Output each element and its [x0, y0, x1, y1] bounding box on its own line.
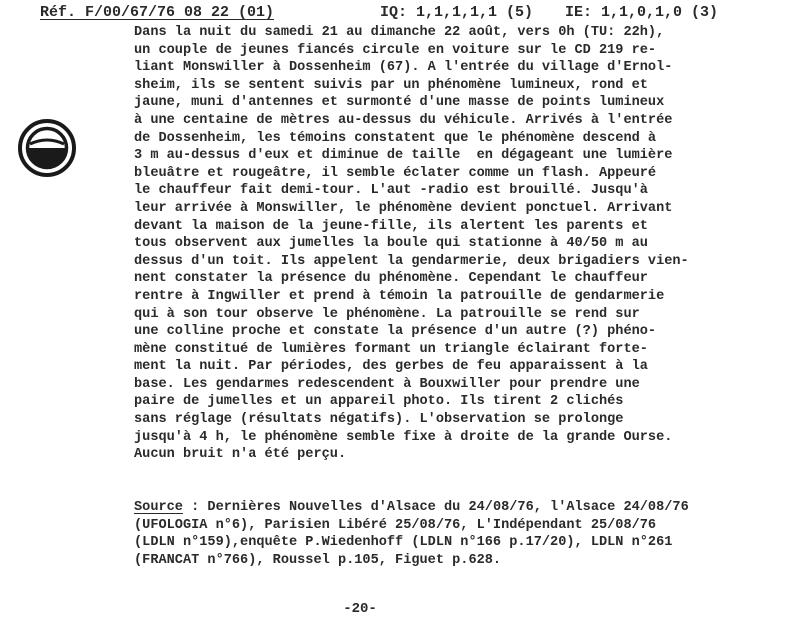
narrative-line: sheim, ils se sentent suivis par un phénomène lumineux, rond et — [134, 77, 648, 93]
source-line — [134, 499, 784, 517]
observation-narrative — [134, 24, 784, 464]
sources-section — [134, 499, 784, 569]
narrative-line: qui à son tour observe le phénomène. La patrouille se rend sur — [134, 306, 640, 322]
narrative-line: base. Les gendarmes redescendent à Bouxwiller pour prendre une — [134, 376, 640, 392]
source-label: Source — [134, 500, 183, 515]
narrative-line: liant Monswiller à Dossenheim (67). A l'entrée du village d'Ernol- — [134, 60, 673, 76]
narrative-line: Aucun bruit n'a été perçu. — [134, 447, 347, 463]
reference-code: Réf. F/00/67/76 08 22 (01) — [40, 4, 275, 21]
page-number: -20- — [343, 601, 377, 617]
narrative-line: paire de jumelles et un appareil photo. Ils tirent 2 clichés — [134, 394, 624, 410]
ie-rating: IE: 1,1,0,1,0 (3) — [565, 4, 719, 21]
narrative-line: sans réglage (résultats négatifs). L'observation se prolonge — [134, 412, 624, 428]
narrative-line: devant la maison de la jeune-fille, ils alertent les parents et — [134, 218, 648, 234]
narrative-line: jusqu'à 4 h, le phénomène semble fixe à droite de la grande Ourse. — [134, 429, 673, 445]
source-line: (FRANCAT n°766), Roussel p.105, Figuet p.628. — [134, 552, 502, 568]
record-header — [40, 4, 780, 24]
narrative-line: une colline proche et constate la présence d'un autre (?) phéno- — [134, 324, 657, 340]
narrative-line: à une centaine de mètres au-dessus du véhicule. Arrivés à l'entrée — [134, 112, 673, 128]
narrative-line: Dans la nuit du samedi 21 au dimanche 22 août, vers 0h (TU: 22h), — [134, 25, 665, 40]
half-filled-circle-icon — [16, 117, 78, 179]
source-line: (LDLN n°159),enquête P.Wiedenhoff (LDLN n°166 p.17/20), LDLN n°261 — [134, 535, 673, 551]
narrative-line: bleuâtre et rougeâtre, il semble éclater comme un flash. Appeuré — [134, 165, 657, 181]
narrative-line: 3 m au-dessus d'eux et diminue de taille en dégageant une lumière — [134, 148, 673, 164]
narrative-line: de Dossenheim, les témoins constatent que le phénomène descend à — [134, 130, 657, 146]
source-line: (UFOLOGIA n°6), Parisien Libéré 25/08/76, L'Indépendant 25/08/76 — [134, 517, 657, 533]
narrative-line: jaune, muni d'antennes et surmonté d'une masse de points lumineux — [134, 95, 665, 111]
narrative-line: tous observent aux jumelles la boule qui stationne à 40/50 m au — [134, 236, 648, 252]
narrative-line: nent constater la présence du phénomène. Cependant le chauffeur — [134, 271, 648, 287]
narrative-line: rentre à Ingwiller et prend à témoin la patrouille de gendarmerie — [134, 288, 665, 304]
narrative-line: dessus d'un toit. Ils appelent la gendarmerie, deux brigadiers vien- — [134, 253, 689, 269]
narrative-line: leur arrivée à Monswiller, le phénomène devient ponctuel. Arrivant — [134, 200, 673, 216]
narrative-line: le chauffeur fait demi-tour. L'aut -radio est brouillé. Jusqu'à — [134, 183, 648, 199]
narrative-line: un couple de jeunes fiancés circule en voiture sur le CD 219 re- — [134, 42, 657, 58]
narrative-line: ment la nuit. Par périodes, des gerbes de feu apparaissent à la — [134, 359, 648, 375]
source-line-rest: : Dernières Nouvelles d'Alsace du 24/08/76, l'Alsace 24/08/76 — [182, 500, 689, 515]
iq-rating: IQ: 1,1,1,1,1 (5) — [380, 4, 534, 21]
narrative-line: mène constitué de lumières formant un triangle éclairant forte- — [134, 341, 648, 357]
